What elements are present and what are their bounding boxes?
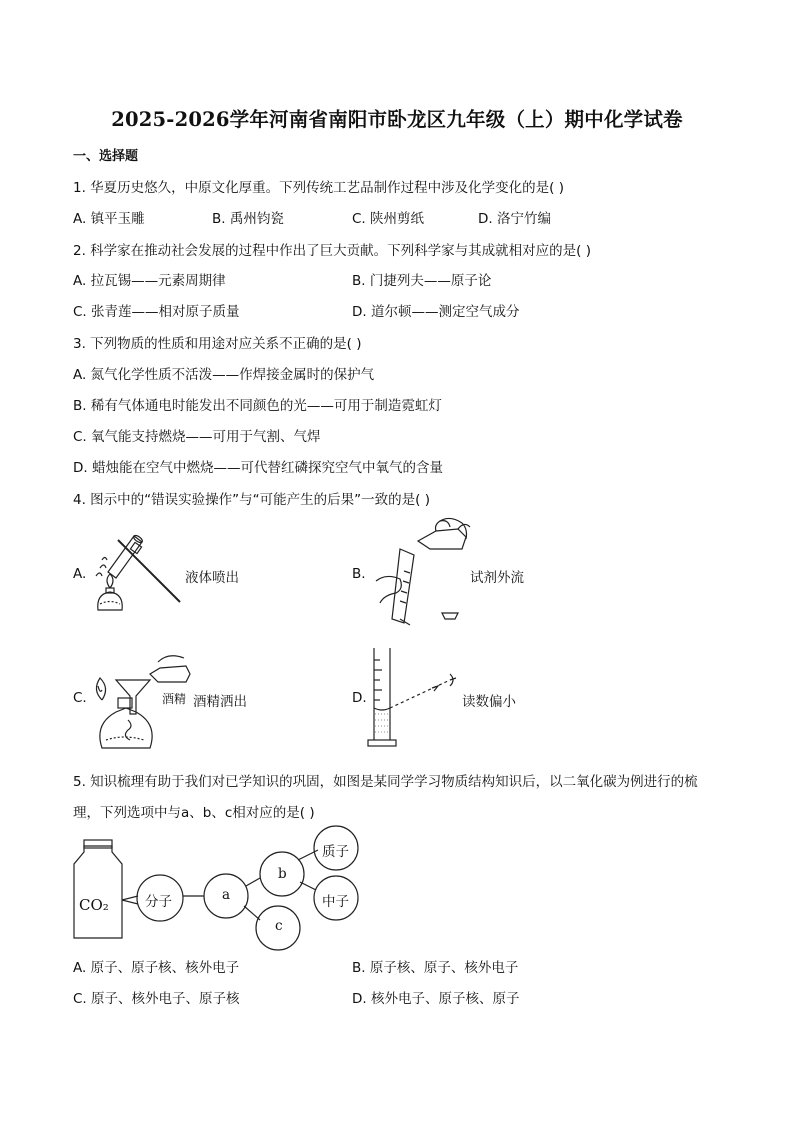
q1-option-a[interactable]: A. 镇平玉雕 (73, 211, 145, 227)
question-1-stem: 1. 华夏历史悠久，中原文化厚重。下列传统工艺品制作过程中涉及化学变化的是( ) (73, 180, 564, 196)
section-heading: 一、选择题 (73, 149, 139, 164)
q4-option-d-letter[interactable]: D. (352, 690, 367, 706)
q3-option-d[interactable]: D. 蜡烛能在空气中燃烧——可代替红磷探究空气中氧气的含量 (73, 460, 443, 476)
molecule-label: 分子 (145, 894, 172, 910)
q4-option-a-result: 液体喷出 (185, 570, 239, 586)
node-b-label: b (278, 866, 287, 882)
co2-bottle-label: CO₂ (79, 896, 109, 914)
q4-option-b-letter[interactable]: B. (352, 566, 366, 582)
q2-option-b[interactable]: B. 门捷列夫——原子论 (352, 273, 492, 289)
question-4-stem: 4. 图示中的“错误实验操作”与“可能产生的后果”一致的是( ) (73, 492, 430, 508)
q5-option-d[interactable]: D. 核外电子、原子核、原子 (352, 991, 520, 1007)
page-title: 2025-2026学年河南省南阳市卧龙区九年级（上）期中化学试卷 (111, 108, 683, 131)
question-2-stem: 2. 科学家在推动社会发展的过程中作出了巨大贡献。下列科学家与其成就相对应的是( ) (73, 243, 591, 259)
q3-option-a[interactable]: A. 氮气化学性质不活泼——作焊接金属时的保护气 (73, 367, 375, 383)
q3-option-b[interactable]: B. 稀有气体通电时能发出不同颜色的光——可用于制造霓虹灯 (73, 398, 442, 414)
q2-option-d[interactable]: D. 道尔顿——测定空气成分 (352, 304, 520, 320)
q4-option-d-result: 读数偏小 (462, 694, 516, 710)
question-5-stem-line2: 理，下列选项中与a、b、c相对应的是( ) (73, 805, 315, 821)
q5-option-c[interactable]: C. 原子、核外电子、原子核 (73, 991, 240, 1007)
heating-test-tube-figure (88, 520, 188, 625)
q3-option-c[interactable]: C. 氧气能支持燃烧——可用于气割、气焊 (73, 429, 321, 445)
pouring-graduated-cylinder-figure (370, 515, 480, 630)
q4-option-a-letter[interactable]: A. (73, 566, 87, 582)
reading-graduated-cylinder-figure (366, 644, 466, 750)
alcohol-bottle-label: 酒精 (162, 692, 187, 706)
q2-option-c[interactable]: C. 张青莲——相对原子质量 (73, 304, 240, 320)
q5-option-b[interactable]: B. 原子核、原子、核外电子 (352, 960, 519, 976)
neutron-label: 中子 (322, 894, 349, 910)
q4-option-c-letter[interactable]: C. (73, 690, 87, 706)
q5-option-a[interactable]: A. 原子、原子核、核外电子 (73, 960, 240, 976)
q1-option-c[interactable]: C. 陕州剪纸 (352, 211, 425, 227)
question-3-stem: 3. 下列物质的性质和用途对应关系不正确的是( ) (73, 336, 362, 352)
q4-option-c-result: 酒精洒出 (193, 694, 247, 710)
q1-option-d[interactable]: D. 洛宁竹编 (478, 211, 551, 227)
q4-option-b-result: 试剂外流 (470, 570, 524, 586)
proton-label: 质子 (322, 844, 349, 860)
question-5-stem-line1: 5. 知识梳理有助于我们对已学知识的巩固，如图是某同学学习物质结构知识后，以二氧化碳为例进行的梳 (73, 774, 698, 790)
node-a-label: a (222, 887, 231, 903)
q2-option-a[interactable]: A. 拉瓦锡——元素周期律 (73, 273, 226, 289)
node-c-label: c (275, 918, 283, 934)
q1-option-b[interactable]: B. 禹州钧瓷 (212, 211, 284, 227)
